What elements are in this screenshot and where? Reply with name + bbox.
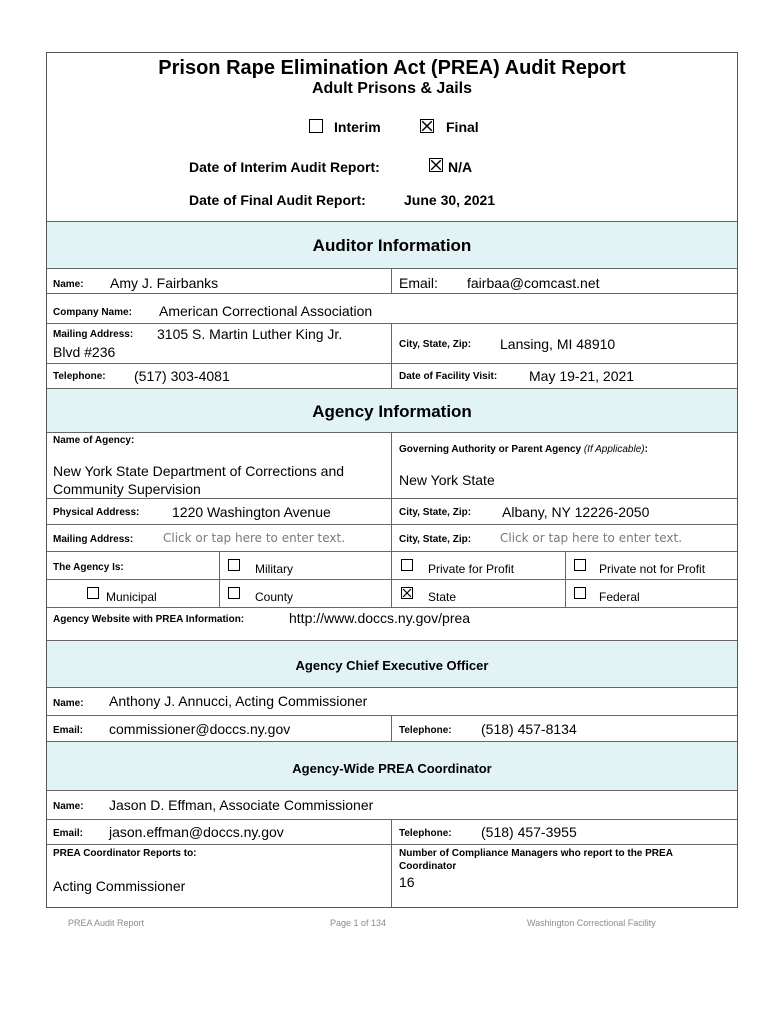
agency-mailing-csz-input[interactable]: Click or tap here to enter text.: [500, 531, 683, 545]
ceo-phone: (518) 457-8134: [481, 721, 577, 737]
military-label: Military: [255, 562, 293, 576]
private-nonprofit-label: Private not for Profit: [599, 562, 706, 576]
website-label: Agency Website with PREA Information:: [53, 614, 245, 625]
footer-page-number: Page 1 of 134: [330, 918, 387, 928]
agency-type-label: The Agency Is:: [53, 562, 124, 573]
auditor-section-title: Auditor Information: [312, 236, 472, 255]
municipal-label: Municipal: [106, 590, 157, 604]
report-subtitle: Adult Prisons & Jails: [311, 80, 473, 97]
managers-label-line2: Coordinator: [399, 861, 457, 872]
managers-label-line1: Number of Compliance Managers who report to the PREA: [399, 848, 673, 859]
company-label: Company Name:: [53, 307, 132, 318]
ceo-section-title: Agency Chief Executive Officer: [295, 658, 489, 673]
auditor-mailing-line2: Blvd #236: [53, 344, 116, 360]
physical-address-label: Physical Address:: [53, 507, 140, 518]
report-cover-frame: [46, 52, 738, 908]
federal-label: Federal: [599, 590, 640, 604]
agency-section-title: Agency Information: [312, 402, 472, 421]
municipal-checkbox[interactable]: [87, 587, 99, 599]
interim-checkbox[interactable]: [309, 119, 323, 133]
auditor-name: Amy J. Fairbanks: [110, 275, 219, 291]
reports-to: Acting Commissioner: [53, 878, 186, 894]
agency-website-link[interactable]: http://www.doccs.ny.gov/prea: [289, 610, 471, 626]
auditor-name-label: Name:: [53, 279, 84, 290]
governing-authority: New York State: [399, 472, 495, 488]
coordinator-phone: (518) 457-3955: [481, 824, 577, 840]
coordinator-phone-label: Telephone:: [399, 828, 452, 839]
auditor-mailing-label: Mailing Address:: [53, 329, 134, 340]
auditor-email: fairbaa@comcast.net: [467, 275, 600, 291]
interim-label: Interim: [334, 119, 381, 135]
state-checkbox[interactable]: [401, 587, 413, 599]
final-checkbox[interactable]: [420, 119, 434, 133]
physical-address: 1220 Washington Avenue: [172, 504, 331, 520]
coordinator-name: Jason D. Effman, Associate Commissioner: [109, 797, 374, 813]
interim-date-label: Date of Interim Audit Report:: [189, 159, 380, 175]
ceo-name: Anthony J. Annucci, Acting Commissioner: [109, 693, 368, 709]
auditor-csz: Lansing, MI 48910: [500, 336, 616, 352]
governing-authority-label: Governing Authority or Parent Agency (If Applicable):: [399, 444, 648, 455]
agency-mailing-csz-label: City, State, Zip:: [399, 534, 472, 545]
ceo-phone-label: Telephone:: [399, 725, 452, 736]
auditor-csz-label: City, State, Zip:: [399, 339, 472, 350]
auditor-phone-label: Telephone:: [53, 371, 106, 382]
auditor-mailing-line1: 3105 S. Martin Luther King Jr.: [157, 326, 343, 342]
footer-facility: Washington Correctional Facility: [527, 918, 656, 928]
auditor-phone: (517) 303-4081: [134, 368, 230, 384]
footer-report-name: PREA Audit Report: [68, 918, 145, 928]
auditor-email-label: Email:: [399, 275, 438, 291]
report-title: Prison Rape Elimination Act (PREA) Audit Report: [158, 57, 626, 79]
physical-csz: Albany, NY 12226-2050: [502, 504, 650, 520]
company-name: American Correctional Association: [159, 303, 373, 319]
agency-name-line1: New York State Department of Corrections and: [53, 463, 345, 479]
ceo-email-label: Email:: [53, 725, 84, 736]
interim-na-checkbox[interactable]: [429, 158, 443, 172]
coordinator-section-title: Agency-Wide PREA Coordinator: [292, 761, 492, 776]
physical-csz-label: City, State, Zip:: [399, 507, 472, 518]
managers-count: 16: [399, 874, 415, 890]
reports-to-label: PREA Coordinator Reports to:: [53, 848, 197, 859]
county-label: County: [255, 590, 294, 604]
county-checkbox[interactable]: [228, 587, 240, 599]
visit-date-label: Date of Facility Visit:: [399, 371, 498, 382]
private-profit-checkbox[interactable]: [401, 559, 413, 571]
agency-name-line2: Community Supervision: [53, 481, 201, 497]
coordinator-email-label: Email:: [53, 828, 84, 839]
state-label: State: [428, 590, 457, 604]
coordinator-email: jason.effman@doccs.ny.gov: [109, 824, 284, 840]
ceo-name-label: Name:: [53, 698, 84, 709]
military-checkbox[interactable]: [228, 559, 240, 571]
federal-checkbox[interactable]: [574, 587, 586, 599]
agency-mailing-label: Mailing Address:: [53, 534, 134, 545]
coordinator-name-label: Name:: [53, 801, 84, 812]
ceo-email: commissioner@doccs.ny.gov: [109, 721, 291, 737]
interim-na-label: N/A: [448, 159, 473, 175]
agency-name-label: Name of Agency:: [53, 435, 135, 446]
private-nonprofit-checkbox[interactable]: [574, 559, 586, 571]
visit-date: May 19-21, 2021: [529, 368, 635, 384]
final-date-value: June 30, 2021: [404, 192, 496, 208]
final-date-label: Date of Final Audit Report:: [189, 192, 366, 208]
agency-mailing-input[interactable]: Click or tap here to enter text.: [163, 531, 346, 545]
private-profit-label: Private for Profit: [428, 562, 515, 576]
final-label: Final: [446, 119, 479, 135]
